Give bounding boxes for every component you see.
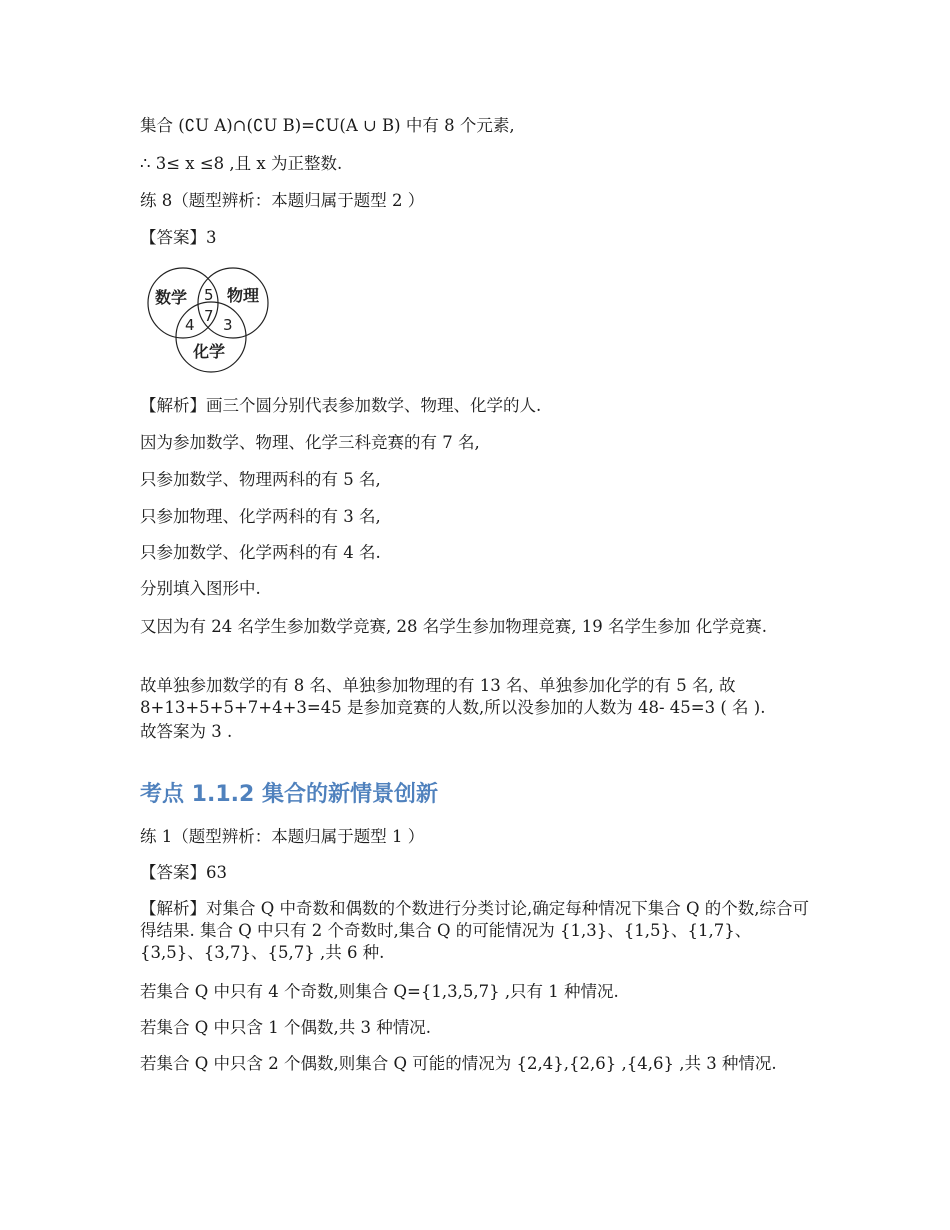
analysis-paragraph-3: 【解析】对集合 Q 中奇数和偶数的个数进行分类讨论,确定每种情况下集合 Q 的个数,综合可得结果. 集合 Q 中只有 2 个奇数时,集合 Q 的可能情况为 {1,3}、{1,5}、{1,7}、{3,5}、{3,7}、{5,7} ,共 6 种.	[140, 899, 810, 962]
analysis-line-5: 分别填入图形中.	[140, 579, 261, 598]
venn-label-physics: 物理	[227, 286, 260, 305]
section-heading: 考点 1.1.2 集合的新情景创新	[140, 782, 438, 807]
exercise-label: 练 8（题型辨析：本题归属于题型 2 ）	[140, 191, 425, 210]
venn-label-math: 数学	[155, 288, 188, 307]
analysis-paragraph-2: 故单独参加数学的有 8 名、单独参加物理的有 13 名、单独参加化学的有 5 名, 故 8+13+5+5+7+4+3=45 是参加竞赛的人数,所以没参加的人数为 48- 45=3 ( 名 ).	[140, 676, 766, 717]
venn-value-math-physics: 5	[204, 286, 214, 304]
case-even-two: 若集合 Q 中只含 2 个偶数,则集合 Q 可能的情况为 {2,4},{2,6} ,{4,6} ,共 3 种情况.	[140, 1054, 777, 1073]
text-line-inequality: ∴ 3≤ x ≤8 ,且 x 为正整数.	[140, 154, 343, 173]
analysis-line-3: 只参加物理、化学两科的有 3 名,	[140, 507, 381, 526]
analysis-line-1: 因为参加数学、物理、化学三科竞赛的有 7 名,	[140, 433, 480, 452]
answer-label: 【答案】3	[140, 228, 217, 247]
case-odd-four: 若集合 Q 中只有 4 个奇数,则集合 Q={1,3,5,7} ,只有 1 种情况.	[140, 982, 619, 1001]
analysis-line-2: 只参加数学、物理两科的有 5 名,	[140, 470, 381, 489]
venn-value-physics-chem: 3	[223, 316, 233, 334]
venn-diagram	[145, 265, 275, 375]
venn-value-all-three: 7	[204, 307, 214, 325]
analysis-intro: 【解析】画三个圆分别代表参加数学、物理、化学的人.	[140, 396, 542, 415]
analysis-paragraph-1: 又因为有 24 名学生参加数学竞赛, 28 名学生参加物理竞赛, 19 名学生参加 化学竞赛.	[140, 617, 767, 636]
text-line-set-complement: 集合 (∁U A)∩(∁U B)=∁U(A ∪ B) 中有 8 个元素,	[140, 116, 515, 135]
exercise-label-2: 练 1（题型辨析：本题归属于题型 1 ）	[140, 827, 425, 846]
venn-label-chemistry: 化学	[193, 342, 226, 361]
analysis-line-4: 只参加数学、化学两科的有 4 名.	[140, 543, 381, 562]
venn-value-math-chem: 4	[185, 316, 195, 334]
case-even-one: 若集合 Q 中只含 1 个偶数,共 3 种情况.	[140, 1018, 431, 1037]
answer-label-2: 【答案】63	[140, 863, 227, 882]
analysis-conclusion: 故答案为 3 .	[140, 722, 233, 741]
